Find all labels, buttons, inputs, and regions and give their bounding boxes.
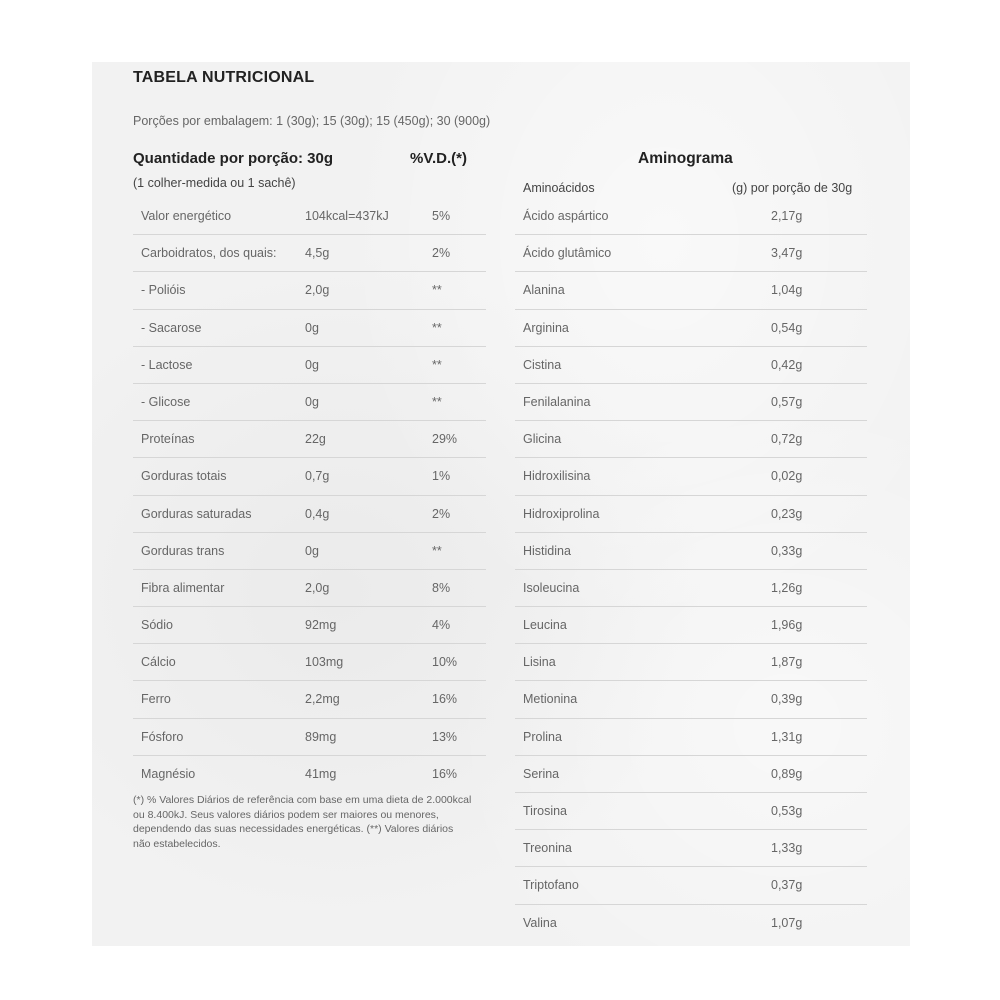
nutrient-amount: 22g [305, 432, 326, 447]
nutrient-vd: 29% [432, 432, 458, 447]
nutrient-vd: 16% [432, 692, 458, 707]
nutrient-vd: 2% [432, 246, 451, 261]
amino-acid-value: 0,89g [771, 766, 803, 781]
nutrient-vd: ** [432, 283, 442, 298]
amino-acid-value: 0,42g [771, 357, 803, 372]
table-row [133, 347, 486, 384]
amino-acid-name: Ácido aspártico [523, 209, 609, 223]
nutrient-vd: 13% [432, 729, 458, 744]
nutrient-amount: 4,5g [305, 246, 330, 261]
table-row [133, 644, 486, 681]
nutrient-amount: 0g [305, 543, 319, 558]
nutrient-vd: 1% [432, 469, 451, 484]
nutrient-name: Cálcio [141, 655, 176, 670]
table-row [133, 607, 486, 644]
table-row [515, 458, 867, 495]
amino-acid-name: Leucina [523, 618, 567, 633]
nutrient-name: Ferro [141, 692, 171, 707]
nutrient-vd: 16% [432, 766, 458, 781]
aminogram-column-header-name: Aminoácidos [523, 181, 595, 195]
table-row [133, 384, 486, 421]
table-row [133, 681, 486, 718]
table-row [133, 458, 486, 495]
nutrient-name: - Lactose [141, 357, 193, 372]
nutrient-name: Fósforo [141, 729, 184, 744]
table-row [515, 681, 867, 718]
nutrient-vd: 4% [432, 618, 451, 633]
amino-acid-value: 1,07g [771, 915, 803, 930]
table-row [515, 533, 867, 570]
amino-acid-name: Lisina [523, 655, 556, 670]
nutrient-vd: 5% [432, 209, 451, 223]
nutrient-amount: 2,0g [305, 283, 330, 298]
amino-acid-name: Serina [523, 766, 560, 781]
table-row [133, 719, 486, 756]
table-row [515, 235, 867, 272]
amino-acid-name: Cistina [523, 357, 562, 372]
table-row [133, 235, 486, 272]
nutrient-amount: 89mg [305, 729, 337, 744]
amino-acid-value: 2,17g [771, 209, 803, 223]
amino-acid-name: Metionina [523, 692, 578, 707]
amino-acid-value: 1,04g [771, 283, 803, 298]
table-row [515, 905, 867, 941]
amino-acid-value: 1,26g [771, 580, 803, 595]
nutrient-amount: 0g [305, 320, 319, 335]
nutrient-vd: ** [432, 394, 442, 409]
table-row [515, 198, 867, 235]
nutrient-vd: ** [432, 543, 442, 558]
table-row [515, 272, 867, 309]
nutrient-amount: 92mg [305, 618, 337, 633]
table-row [515, 421, 867, 458]
table-row [133, 310, 486, 347]
aminogram-column-header-value: (g) por porção de 30g [732, 181, 853, 195]
nutrient-name: Gorduras trans [141, 543, 225, 558]
amino-acid-value: 1,87g [771, 655, 803, 670]
amino-acid-value: 3,47g [771, 246, 803, 261]
table-row [133, 421, 486, 458]
amino-acid-value: 1,33g [771, 841, 803, 856]
page-title: TABELA NUTRICIONAL [133, 69, 315, 86]
table-row [515, 830, 867, 867]
table-row [133, 533, 486, 570]
nutrient-amount: 0g [305, 394, 319, 409]
table-row [515, 867, 867, 904]
table-row [515, 384, 867, 421]
nutrient-name: Valor energético [141, 209, 232, 223]
amino-acid-value: 0,02g [771, 469, 803, 484]
table-row [133, 570, 486, 607]
table-row [515, 496, 867, 533]
nutrient-name: Magnésio [141, 766, 196, 781]
table-row [515, 793, 867, 830]
amino-acid-name: Arginina [523, 320, 569, 335]
amino-acid-name: Valina [523, 915, 557, 930]
table-row [515, 719, 867, 756]
amino-acid-value: 0,33g [771, 543, 803, 558]
table-row [515, 607, 867, 644]
table-row [515, 570, 867, 607]
quantity-heading: Quantidade por porção: 30g [133, 150, 334, 167]
nutrient-amount: 0,4g [305, 506, 330, 521]
amino-acid-value: 1,96g [771, 618, 803, 633]
nutrient-vd: 2% [432, 506, 451, 521]
aminogram-heading: Aminograma [638, 150, 733, 167]
amino-acid-name: Glicina [523, 432, 562, 447]
table-row [133, 756, 486, 792]
nutrient-name: Gorduras totais [141, 469, 227, 484]
amino-acid-name: Triptofano [523, 878, 579, 893]
amino-acid-name: Ácido glutâmico [523, 246, 612, 261]
amino-acid-value: 0,39g [771, 692, 803, 707]
amino-acid-value: 0,37g [771, 878, 803, 893]
nutrient-vd: 10% [432, 655, 458, 670]
nutrient-vd: 8% [432, 580, 451, 595]
footnote: (*) % Valores Diários de referência com base em uma dieta de 2.000kcal ou 8.400kJ. Seus valores diários podem ser maiores ou menores, dependendo das suas necessidades energéticas. (**) Valores diários não estabelecidos. [133, 794, 472, 850]
table-row [515, 644, 867, 681]
table-row [133, 272, 486, 309]
amino-acid-value: 0,23g [771, 506, 803, 521]
table-row [515, 347, 867, 384]
nutrition-table [133, 198, 486, 792]
nutrient-name: - Polióis [141, 283, 186, 298]
nutrient-name: Proteínas [141, 432, 195, 447]
nutrient-amount: 103mg [305, 655, 344, 670]
nutrient-amount: 2,2mg [305, 692, 340, 707]
nutrient-name: Sódio [141, 618, 173, 633]
nutrient-name: Fibra alimentar [141, 580, 225, 595]
nutrient-amount: 2,0g [305, 580, 330, 595]
table-row [515, 756, 867, 793]
vd-heading: %V.D.(*) [410, 150, 467, 167]
amino-acid-value: 0,53g [771, 804, 803, 818]
amino-acid-value: 0,57g [771, 394, 803, 409]
amino-acid-name: Hidroxiprolina [523, 506, 600, 521]
amino-acid-value: 0,54g [771, 320, 803, 335]
nutrient-amount: 104kcal=437kJ [305, 209, 389, 223]
table-row [133, 198, 486, 235]
nutrient-vd: ** [432, 320, 442, 335]
amino-acid-name: Tirosina [523, 804, 567, 818]
amino-acid-name: Treonina [523, 841, 572, 856]
nutrient-name: - Glicose [141, 394, 191, 409]
amino-acid-name: Hidroxilisina [523, 469, 591, 484]
portions-text: Porções por embalagem: 1 (30g); 15 (30g); 15 (450g); 30 (900g) [133, 114, 491, 128]
amino-acid-name: Isoleucina [523, 580, 580, 595]
amino-acid-name: Histidina [523, 543, 571, 558]
nutrient-name: - Sacarose [141, 320, 202, 335]
nutrient-name: Carboidratos, dos quais: [141, 246, 277, 261]
nutrient-amount: 0g [305, 357, 319, 372]
nutrient-amount: 0,7g [305, 469, 330, 484]
table-row [515, 310, 867, 347]
quantity-subheading: (1 colher-medida ou 1 sachê) [133, 176, 296, 190]
amino-acid-name: Prolina [523, 729, 562, 744]
nutrient-amount: 41mg [305, 766, 337, 781]
amino-acid-name: Fenilalanina [523, 394, 591, 409]
nutrient-vd: ** [432, 357, 442, 372]
nutrient-name: Gorduras saturadas [141, 506, 252, 521]
amino-acid-name: Alanina [523, 283, 565, 298]
amino-acid-value: 1,31g [771, 729, 803, 744]
aminogram-table [515, 198, 867, 941]
amino-acid-value: 0,72g [771, 432, 803, 447]
table-row [133, 496, 486, 533]
